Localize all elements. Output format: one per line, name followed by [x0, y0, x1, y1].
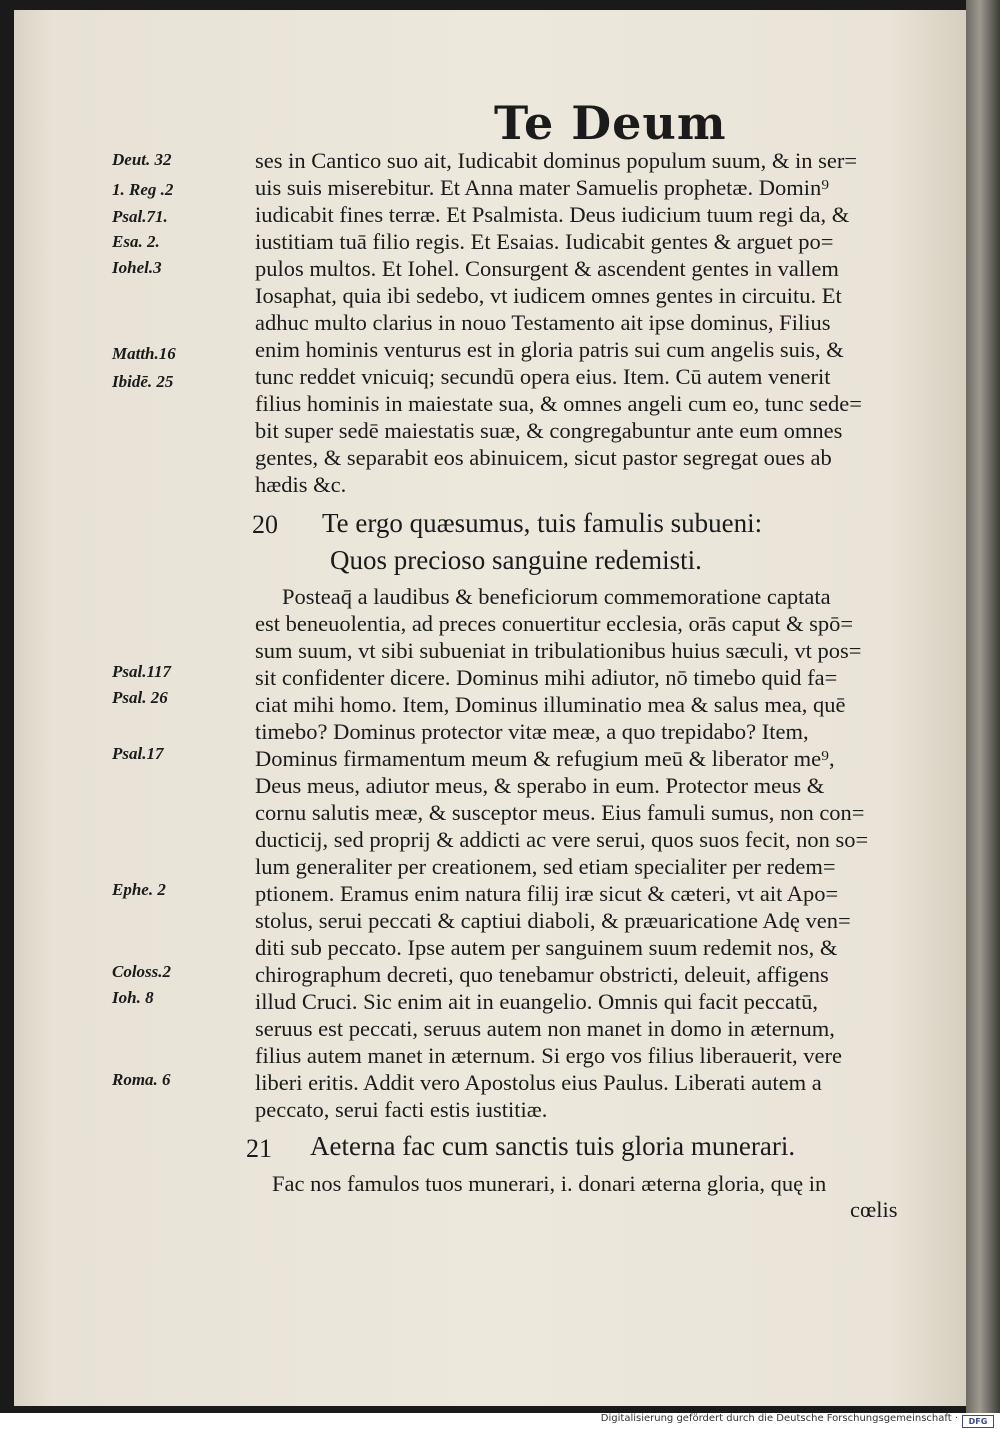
- margin-note: Ibidē. 25: [112, 372, 174, 391]
- text-line: ptionem. Eramus enim natura filij iræ sicut & cæteri, vt ait Apo=: [255, 881, 839, 906]
- text-line: ses in Cantico suo ait, Iudicabit dominus populum suum, & in ser=: [255, 148, 858, 173]
- text-line: Dominus firmamentum meum & refugium meū & liberator me⁹,: [255, 746, 835, 771]
- text-line: uis suis miserebitur. Et Anna mater Samuelis prophetæ. Domin⁹: [255, 175, 830, 200]
- margin-note: Coloss.2: [112, 962, 172, 981]
- footer-credit: Digitalisierung gefördert durch die Deutsche Forschungsgemeinschaft ·: [600, 1413, 958, 1424]
- text-line: sit confidenter dicere. Dominus mihi adiutor, nō timebo quid fa=: [255, 665, 838, 690]
- margin-note: Psal.117: [112, 662, 172, 681]
- text-line: enim hominis venturus est in gloria patris sui cum angelis suis, &: [255, 337, 844, 362]
- text-line: iustitiam tuā filio regis. Et Esaias. Iudicabit gentes & arguet po=: [255, 229, 834, 254]
- margin-note: Ephe. 2: [112, 880, 166, 899]
- text-line: est beneuolentia, ad preces conuertitur ecclesia, orās caput & spō=: [255, 611, 854, 636]
- text-line: lum generaliter per creationem, sed etiam specialiter per redem=: [255, 854, 836, 879]
- text-line: pulos multos. Et Iohel. Consurgent & ascendent gentes in vallem: [255, 256, 839, 281]
- text-line: stolus, serui peccati & captiui diaboli, & præuaricatione Adę ven=: [255, 908, 851, 933]
- text-line: timebo? Dominus protector vitæ meæ, a quo trepidabo? Item,: [255, 719, 809, 744]
- catchword: cœlis: [850, 1197, 898, 1222]
- text-line: ducticij, sed proprij & addicti ac vere serui, quos suos fecit, non so=: [255, 827, 869, 852]
- text-line: ciat mihi homo. Item, Dominus illuminatio mea & salus mea, quē: [255, 692, 846, 717]
- verse-number: 21: [246, 1134, 272, 1163]
- book-edge: [966, 0, 1000, 1413]
- text-line: liberi eritis. Addit vero Apostolus eius Paulus. Liberati autem a: [255, 1070, 822, 1095]
- text-line: filius autem manet in æternum. Si ergo vos filius liberauerit, vere: [255, 1043, 842, 1068]
- text-line: Posteaq̄ a laudibus & beneficiorum commemoratione captata: [282, 584, 831, 609]
- text-line: tunc reddet vnicuiq; secundū opera eius. Item. Cū autem venerit: [255, 364, 831, 389]
- text-line: bit super sedē maiestatis suæ, & congregabuntur ante eum omnes: [255, 418, 843, 443]
- text-line: gentes, & separabit eos abinuicem, sicut pastor segregat oues ab: [255, 445, 832, 470]
- verse-line: Te ergo quæsumus, tuis famulis subueni:: [322, 508, 763, 538]
- text-line: iudicabit fines terræ. Et Psalmista. Deus iudicium tuum regi da, &: [255, 202, 850, 227]
- text-line: peccato, serui facti estis iustitiæ.: [255, 1097, 548, 1122]
- text-line: filius hominis in maiestate sua, & omnes angeli cum eo, tunc sede=: [255, 391, 862, 416]
- text-line: adhuc multo clarius in nouo Testamento ait ipse dominus, Filius: [255, 310, 831, 335]
- text-line: sum suum, vt sibi subueniat in tribulationibus huius sæculi, vt pos=: [255, 638, 862, 663]
- margin-note: Iohel.3: [112, 258, 162, 277]
- verse-line: Quos precioso sanguine redemisti.: [330, 545, 702, 575]
- margin-note: Psal.17: [112, 744, 164, 763]
- text-line: chirographum decreti, quo tenebamur obstricti, deleuit, affigens: [255, 962, 829, 987]
- running-header: Te Deum: [494, 96, 727, 150]
- margin-note: 1. Reg .2: [112, 180, 174, 199]
- text-line: Fac nos famulos tuos munerari, i. donari æterna gloria, quę in: [272, 1171, 827, 1196]
- margin-note: Psal.71.: [112, 207, 168, 226]
- margin-note: Psal. 26: [112, 688, 168, 707]
- margin-note: Deut. 32: [112, 150, 172, 169]
- margin-note: Ioh. 8: [112, 988, 154, 1007]
- margin-note: Esa. 2.: [112, 232, 160, 251]
- text-line: Deus meus, adiutor meus, & sperabo in eum. Protector meus &: [255, 773, 825, 798]
- text-line: cornu salutis meæ, & susceptor meus. Eius famuli sumus, non con=: [255, 800, 865, 825]
- text-line: seruus est peccati, seruus autem non manet in domo in æternum,: [255, 1016, 835, 1041]
- verse-number: 20: [252, 510, 278, 539]
- margin-note: Roma. 6: [112, 1070, 171, 1089]
- text-line: Iosaphat, quia ibi sedebo, vt iudicem omnes gentes in circuitu. Et: [255, 283, 842, 308]
- text-line: hædis &c.: [255, 472, 347, 497]
- text-line: diti sub peccato. Ipse autem per sanguinem suum redemit nos, &: [255, 935, 838, 960]
- dfg-logo: DFG: [962, 1415, 994, 1428]
- margin-note: Matth.16: [112, 344, 176, 363]
- verse-line: Aeterna fac cum sanctis tuis gloria munerari.: [310, 1131, 796, 1161]
- text-line: illud Cruci. Sic enim ait in euangelio. Omnis qui facit peccatū,: [255, 989, 818, 1014]
